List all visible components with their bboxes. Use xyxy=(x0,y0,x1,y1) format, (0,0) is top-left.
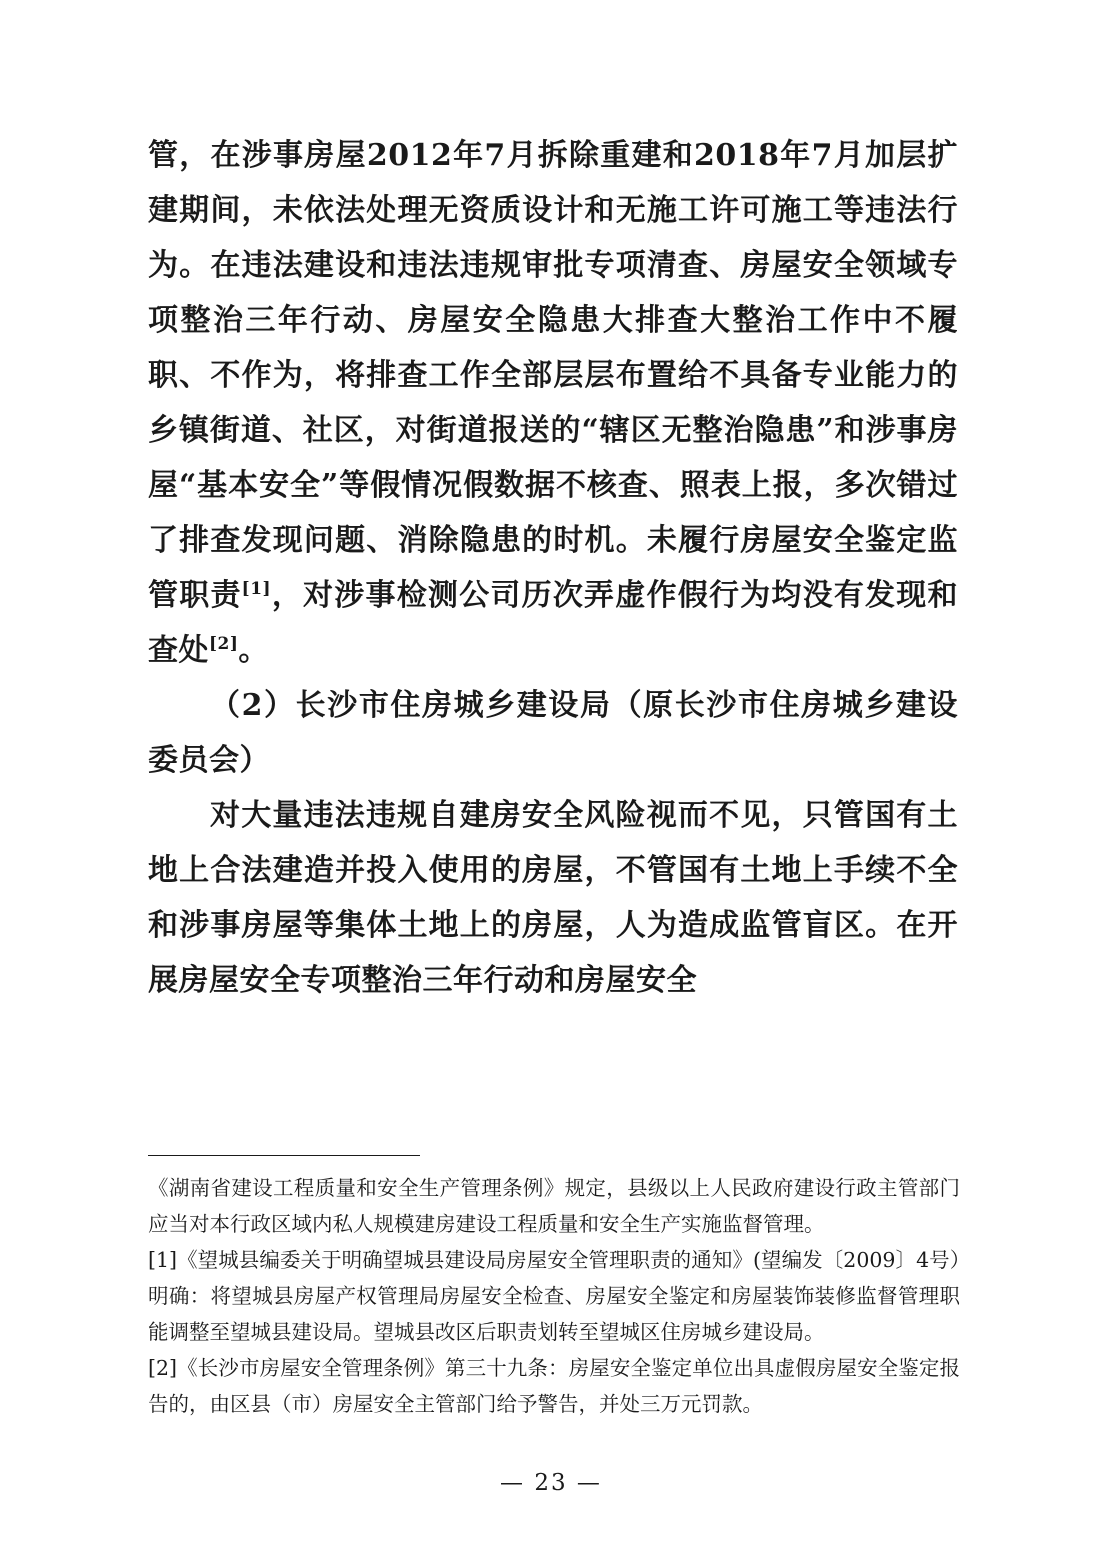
footnote-unnumbered: 《湖南省建设工程质量和安全生产管理条例》规定，县级以上人民政府建设行政主管部门应当对本行政区域内私人规模建房建设工程质量和安全生产实施监督管理。 xyxy=(148,1176,960,1236)
body-paragraph-3: 对大量违法违规自建房安全风险视而不见，只管国有土地上合法建造并投入使用的房屋，不管国有土地上手续不全和涉事房屋等集体土地上的房屋，人为造成监管盲区。在开展房屋安全专项整治三年行动和房屋安全 xyxy=(148,798,958,998)
page-number: — 23 — xyxy=(500,1470,602,1496)
footnote-separator xyxy=(148,1155,420,1156)
body-paragraph-2: （2）长沙市住房城乡建设局（原长沙市住房城乡建设委员会） xyxy=(148,688,958,778)
body-paragraph-1: 管，在涉事房屋2012年7月拆除重建和2018年7月加层扩建期间，未依法处理无资质设计和无施工许可施工等违法行为。在违法建设和违法违规审批专项清查、房屋安全领域专项整治三年行动、房屋安全隐患大排查大整治工作中不履职、不作为，将排查工作全部层层布置给不具备专业能力的乡镇街道、社区，对街道报送的“辖区无整治隐患”和涉事房屋“基本安全”等假情况假数据不核查、照表上报，多次错过了排查发现问题、消除隐患的时机。未履行房屋安全鉴定监管职责[1]，对涉事检测公司历次弄虚作假行为均没有发现和查处[2]。 xyxy=(148,138,959,668)
footnote-2: [2]《长沙市房屋安全管理条例》第三十九条：房屋安全鉴定单位出具虚假房屋安全鉴定报告的，由区县（市）房屋安全主管部门给予警告，并处三万元罚款。 xyxy=(148,1356,960,1416)
document-body xyxy=(148,128,958,1008)
footnote-1: [1]《望城县编委关于明确望城县建设局房屋安全管理职责的通知》(望编发〔2009〕4号）明确：将望城县房屋产权管理局房屋安全检查、房屋安全鉴定和房屋装饰装修监督管理职能调整至望城县建设局。望城县改区后职责划转至望城区住房城乡建设局。 xyxy=(148,1248,960,1344)
footnote-marker[interactable]: [2] xyxy=(209,634,239,654)
footnote-section xyxy=(148,1155,960,1422)
footnote-marker[interactable]: [1] xyxy=(241,579,272,599)
